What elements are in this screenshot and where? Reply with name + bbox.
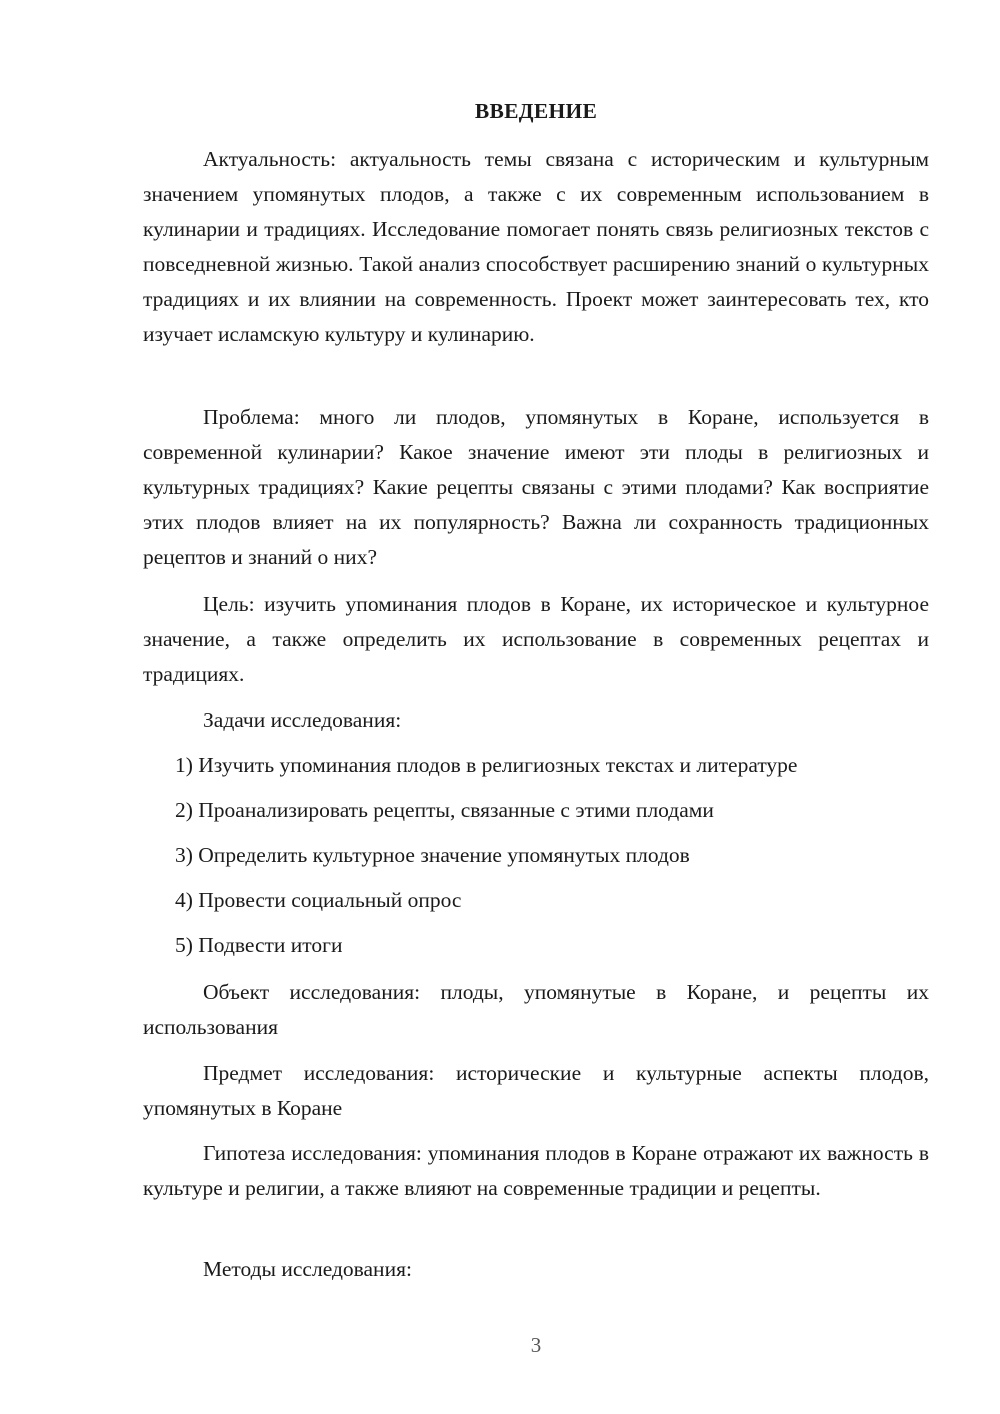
task-item-4: 4) Провести социальный опрос	[175, 888, 462, 912]
document-page	[143, 0, 929, 1414]
page-number: 3	[530, 1333, 542, 1357]
task-item-3: 3) Определить культурное значение упомянутых плодов	[175, 843, 690, 867]
hypothesis-paragraph: Гипотеза исследования: упоминания плодов в Коране отражают их важность в культуре и религии, а также влияют на современные традиции и рецепты.	[143, 1141, 929, 1200]
methods-heading: Методы исследования:	[203, 1257, 412, 1281]
problem-paragraph: Проблема: много ли плодов, упомянутых в Коране, используется в современной кулинарии? Какое значение имеют эти плоды в религиозных и культурных традициях? Какие рецепты связаны с этими плодами? Как восприятие этих плодов влияет на их популярность? Важна ли сохранность традиционных рецептов и знаний о них?	[143, 405, 929, 569]
relevance-paragraph: Актуальность: актуальность темы связана с историческим и культурным значением упомянутых плодов, а также с их современным использованием в кулинарии и традициях. Исследование помогает понять связь религиозных текстов с повседневной жизнью. Такой анализ способствует расширению знаний о культурных традициях и их влиянии на современность. Проект может заинтересовать тех, кто изучает исламскую культуру и кулинарию.	[143, 147, 929, 346]
task-item-5: 5) Подвести итоги	[175, 933, 343, 957]
goal-paragraph: Цель: изучить упоминания плодов в Коране, их историческое и культурное значение, а также определить их использование в современных рецептах и традициях.	[143, 592, 929, 686]
object-paragraph: Объект исследования: плоды, упомянутые в Коране, и рецепты их использования	[143, 980, 929, 1039]
tasks-heading: Задачи исследования:	[203, 708, 402, 732]
section-title: ВВЕДЕНИЕ	[474, 99, 598, 123]
task-item-2: 2) Проанализировать рецепты, связанные с этими плодами	[175, 798, 714, 822]
task-item-1: 1) Изучить упоминания плодов в религиозных текстах и литературе	[175, 753, 798, 777]
subject-paragraph: Предмет исследования: исторические и культурные аспекты плодов, упомянутых в Коране	[143, 1061, 929, 1120]
